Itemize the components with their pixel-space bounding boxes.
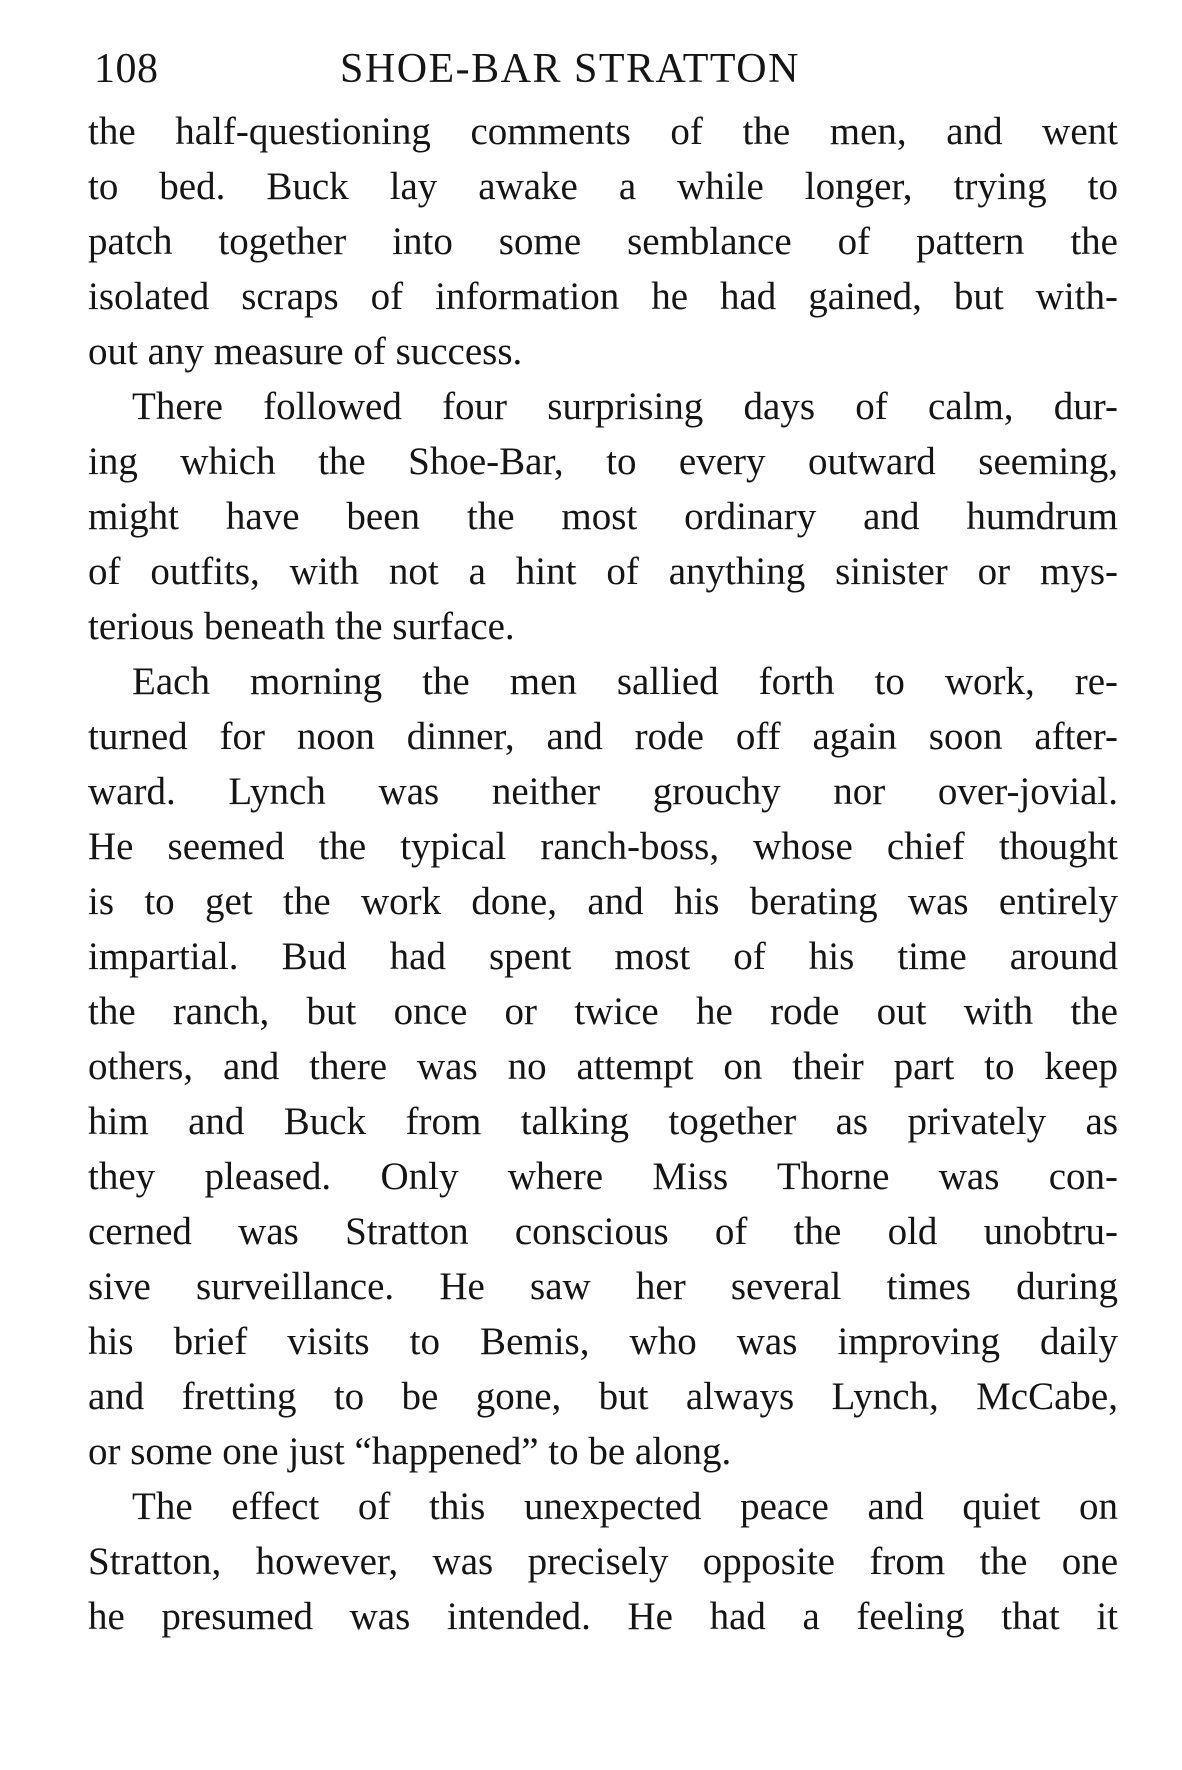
running-head: [88, 34, 1118, 104]
text-line: others, and there was no attempt on their part to keep: [88, 1045, 1118, 1088]
text-line: sive surveillance. He saw her several times during: [88, 1265, 1118, 1308]
text-line: The effect of this unexpected peace and quiet on: [132, 1485, 1118, 1528]
body-text: [88, 104, 1118, 1644]
text-line: he presumed was intended. He had a feeling that it: [88, 1595, 1118, 1638]
text-line: He seemed the typical ranch-boss, whose chief thought: [88, 825, 1118, 868]
text-line: Stratton, however, was precisely opposite from the one: [88, 1540, 1118, 1583]
text-line: cerned was Stratton conscious of the old unobtru-: [88, 1210, 1118, 1253]
text-line: the half-questioning comments of the men, and went: [88, 110, 1118, 153]
text-line: is to get the work done, and his berating was entirely: [88, 880, 1118, 923]
text-line: ward. Lynch was neither grouchy nor over-jovial.: [88, 770, 1118, 813]
text-line: isolated scraps of information he had gained, but with-: [88, 275, 1118, 318]
text-line: patch together into some semblance of pattern the: [88, 220, 1118, 263]
text-line: impartial. Bud had spent most of his time around: [88, 935, 1118, 978]
page-number: 108: [94, 46, 159, 92]
text-line: or some one just “happened” to be along.: [88, 1430, 732, 1473]
text-line: his brief visits to Bemis, who was improving daily: [88, 1320, 1118, 1363]
running-title: SHOE-BAR STRATTON: [340, 46, 800, 92]
text-line: they pleased. Only where Miss Thorne was con-: [88, 1155, 1118, 1198]
text-line: the ranch, but once or twice he rode out with the: [88, 990, 1118, 1033]
text-line: to bed. Buck lay awake a while longer, trying to: [88, 165, 1118, 208]
text-line: and fretting to be gone, but always Lynch, McCabe,: [88, 1375, 1118, 1418]
text-line: terious beneath the surface.: [88, 605, 515, 648]
text-line: There followed four surprising days of calm, dur-: [132, 385, 1118, 428]
text-line: him and Buck from talking together as privately as: [88, 1100, 1118, 1143]
text-line: ing which the Shoe-Bar, to every outward seeming,: [88, 440, 1118, 483]
text-line: of outfits, with not a hint of anything sinister or mys-: [88, 550, 1118, 593]
text-line: might have been the most ordinary and humdrum: [88, 495, 1118, 538]
text-line: out any measure of success.: [88, 330, 523, 373]
book-page: [88, 34, 1118, 1644]
text-line: Each morning the men sallied forth to work, re-: [132, 660, 1118, 703]
text-line: turned for noon dinner, and rode off again soon after-: [88, 715, 1118, 758]
